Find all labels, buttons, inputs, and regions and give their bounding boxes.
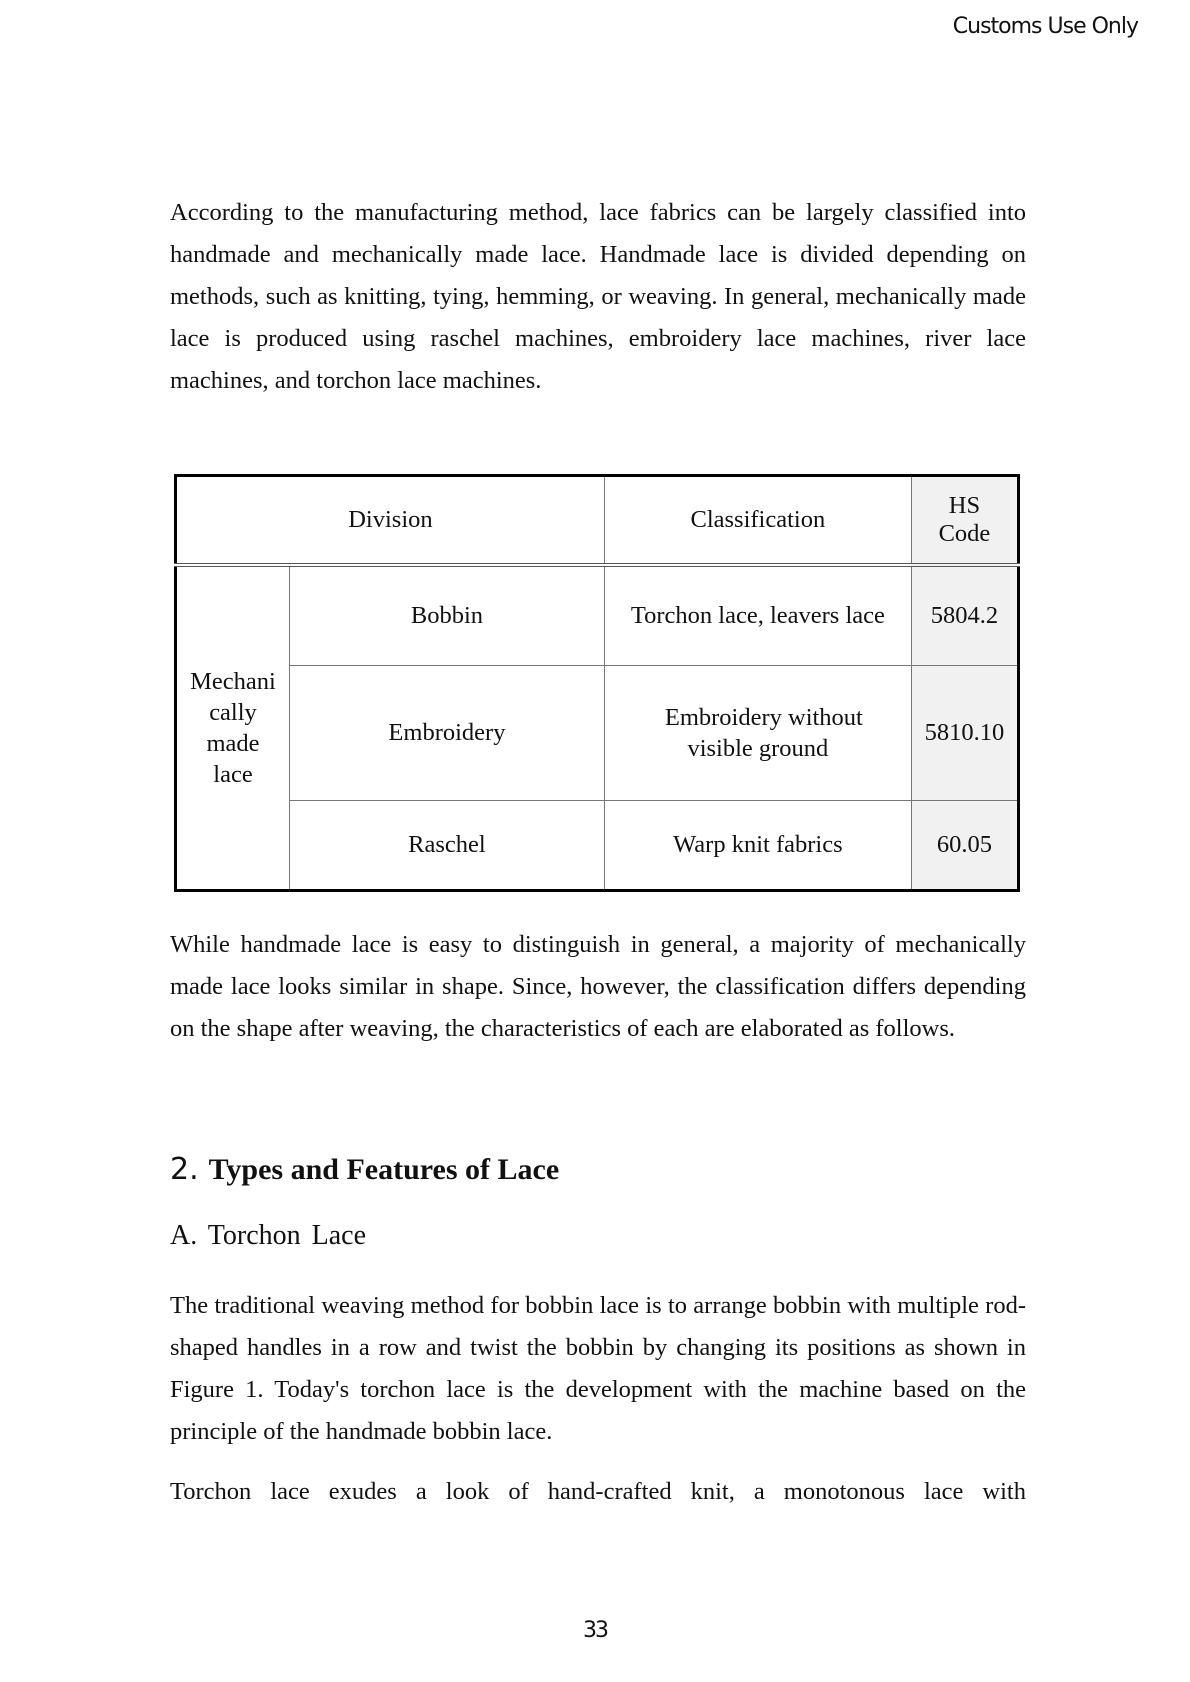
mechanically-made-lace-group-cell: [176, 565, 290, 891]
hs-code-cell: 5804.2: [911, 565, 1018, 666]
classification-cell: Warp knit fabrics: [604, 801, 911, 891]
hs-code-header: HS Code: [911, 476, 1018, 566]
classification-cell: Torchon lace, leavers lace: [604, 565, 911, 666]
group-label-line: lace: [213, 761, 253, 788]
table-row: [176, 666, 1019, 801]
customs-use-only-label: Customs Use Only: [952, 14, 1138, 39]
classification-cell: [604, 666, 911, 801]
lace-classification-table-wrapper: [174, 474, 1020, 889]
table-row: [176, 565, 1019, 666]
page-number: 33: [583, 1618, 607, 1643]
section-title: Types and Features of Lace: [208, 1153, 560, 1186]
section-number: 2.: [170, 1152, 199, 1187]
classification-header: Classification: [604, 476, 911, 566]
hs-code-cell: 60.05: [911, 801, 1018, 891]
section-heading: [170, 1152, 559, 1187]
group-label-line: made: [206, 730, 260, 757]
classification-line: visible ground: [687, 735, 829, 762]
intro-paragraph: According to the manufacturing method, lace fabrics can be largely classified into handmade and mechanically made lace. Handmade lace is divided depending on methods, such as knitting, tying, hemming, or weaving. In general, mechanically made lace is produced using raschel machines, embroidery lace machines, river lace machines, and torchon lace machines.: [170, 199, 1026, 394]
sub-division-cell: Bobbin: [290, 565, 605, 666]
lace-classification-table: [174, 474, 1020, 892]
subsection-heading: A. Torchon Lace: [170, 1220, 367, 1251]
group-label-line: cally: [209, 699, 257, 726]
sub-division-cell: Embroidery: [290, 666, 605, 801]
second-paragraph: While handmade lace is easy to distinguish in general, a majority of mechanically made lace looks similar in shape. Since, however, the classification differs depending on the shape after weaving, the characteristics of each are elaborated as follows.: [170, 931, 1026, 1042]
table-row: [176, 801, 1019, 891]
fourth-paragraph: Torchon lace exudes a look of hand-crafted knit, a monotonous lace with: [170, 1478, 1026, 1505]
hs-code-cell: 5810.10: [911, 666, 1018, 801]
group-label-line: Mechani: [190, 668, 276, 695]
classification-line: Embroidery without: [664, 704, 863, 731]
table-header-row: [176, 476, 1019, 566]
third-paragraph: The traditional weaving method for bobbin lace is to arrange bobbin with multiple rod-shaped handles in a row and twist the bobbin by changing its positions as shown in Figure 1. Today's torchon lace is the development with the machine based on the principle of the handmade bobbin lace.: [170, 1292, 1026, 1445]
division-header: Division: [176, 476, 605, 566]
sub-division-cell: Raschel: [290, 801, 605, 891]
